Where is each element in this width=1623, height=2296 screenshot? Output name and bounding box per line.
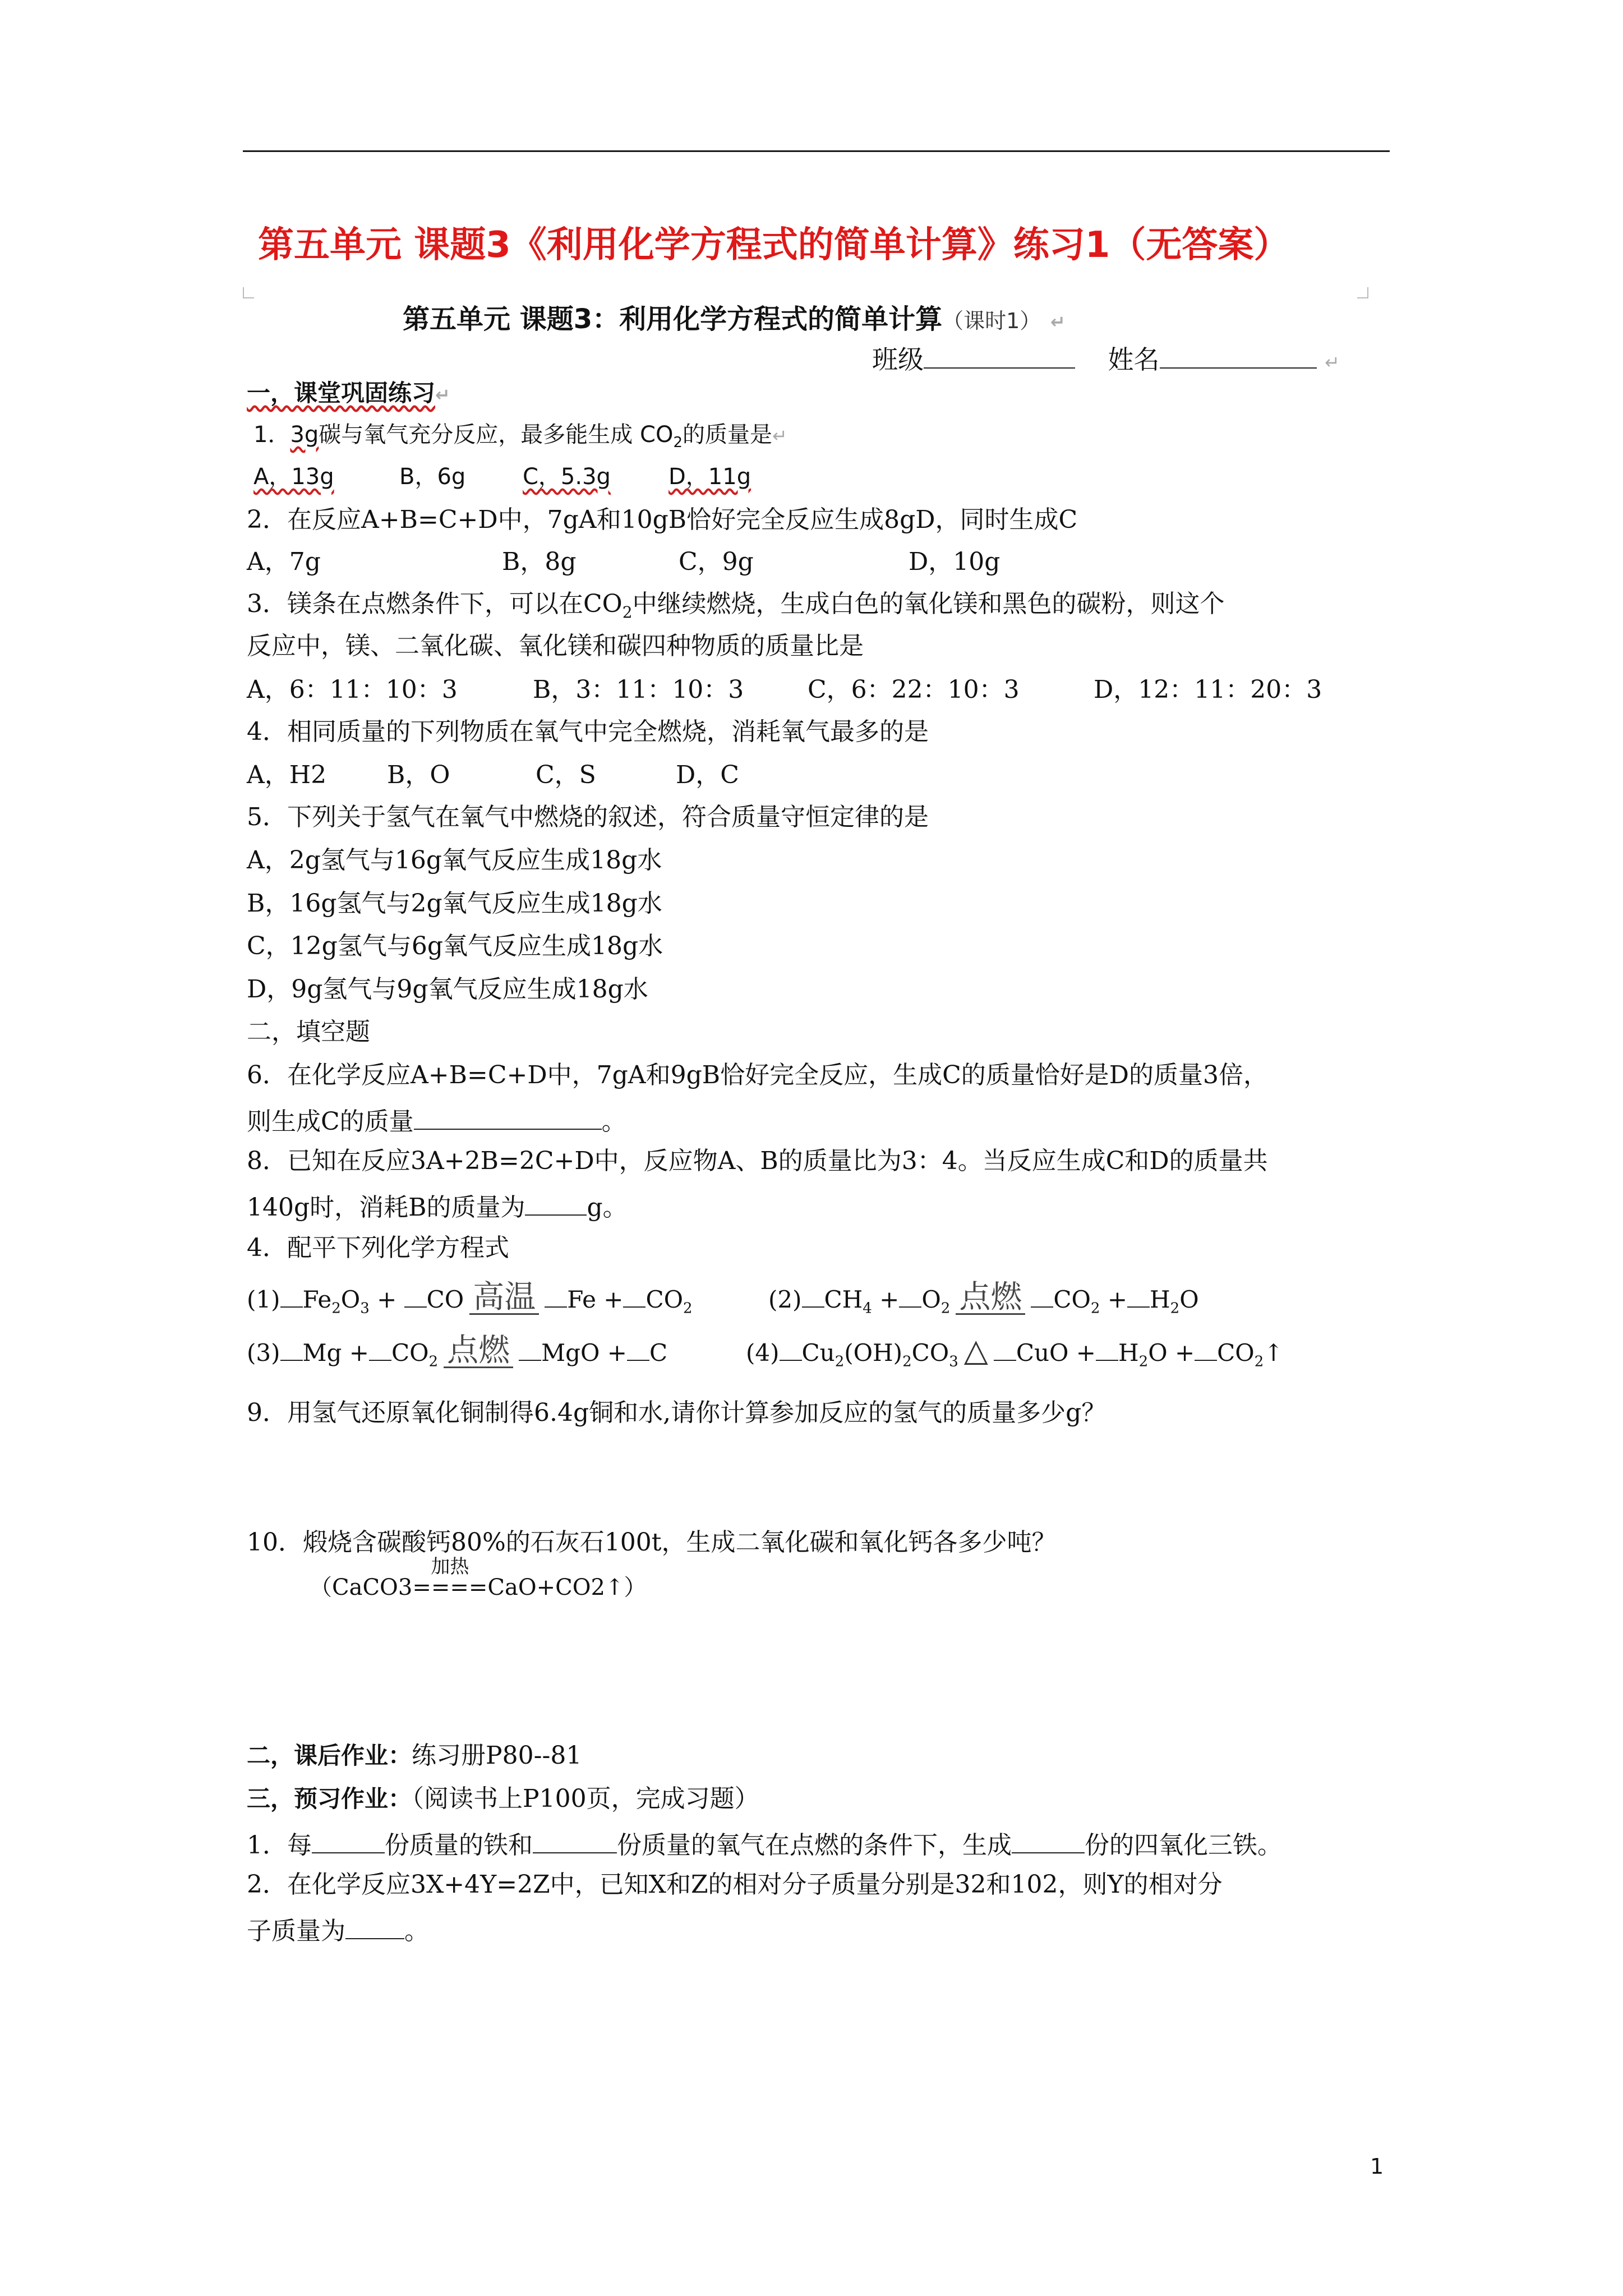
q8-blank[interactable] [525,1192,587,1216]
q5-stem: 5．下列关于氢气在氧气中燃烧的叙述，符合质量守恒定律的是 [247,803,929,831]
q3-stem-line2: 反应中，镁、二氧化碳、氧化镁和碳四种物质的质量比是 [247,632,864,660]
heat-triangle-icon: △ [963,1332,988,1369]
equation-1: (1) $Fe_2O_3$ + CO 高温 $Fe + CO_2$ [247,1279,693,1317]
name-label: 姓名 [1108,344,1160,375]
preview-q1-blank-3[interactable] [1012,1830,1085,1853]
q5-option-a: A，2g氢气与16g氧气反应生成18g水 [247,846,662,875]
q6-stem-line2: 则生成C的质量 。 [247,1107,626,1136]
q2-option-b: B，8g [502,547,577,576]
name-blank[interactable] [1160,345,1317,369]
q9-stem: 9．用氢气还原氧化铜制得6.4g铜和水,请你计算参加反应的氢气的质量多少g？ [247,1398,1106,1427]
preview-line: 三，预习作业：（阅读书上P100页，完成习题） [247,1784,759,1813]
class-name-row: 班级 姓名 ↵ [872,344,1340,375]
q5-option-c: C，12g氢气与6g氧气反应生成18g水 [247,932,663,960]
q1-option-a: A，13g [253,464,334,490]
q6-blank[interactable] [414,1106,602,1130]
equation-2: (2) $CH_4 + O_2$ 点燃 $CO_2 + H_2O$ [768,1279,1199,1317]
heating-label: 加热 [431,1556,469,1578]
preview-q1-blank-2[interactable] [533,1830,617,1853]
top-rule [243,150,1390,152]
worksheet-title: 第五单元 课题3：利用化学方程式的简单计算（课时1） ↵ [403,303,1066,335]
q2-option-d: D，10g [909,547,1000,576]
q1-stem: 1．3g碳与氧气充分反应，最多能生成 $CO_2$的质量是↵ [253,422,787,451]
section-heading-fill-in: 二，填空题 [247,1018,370,1046]
q2-option-c: C，9g [679,547,754,576]
homework-line: 二，课后作业：练习册P80--81 [247,1741,582,1770]
balance-heading: 4．配平下列化学方程式 [247,1234,509,1262]
q4-option-d: D，C [676,761,739,789]
section-heading-classwork: 一，课堂巩固练习↵ [247,379,450,407]
equation-3: (3) $Mg + CO_2$ 点燃 MgO + C [247,1332,668,1370]
q10-stem: 10．煅烧含碳酸钙80%的石灰石100t，生成二氧化碳和氧化钙各多少吨？ [247,1528,1057,1557]
q3-option-c: C，6：22：10：3 [808,675,1020,704]
q1-option-d: D，11g [668,464,751,490]
q2-option-a: A，7g [247,547,321,576]
preview-q2-blank[interactable] [345,1916,404,1939]
q5-option-d: D，9g氢气与9g氧气反应生成18g水 [247,975,648,1004]
q3-option-d: D，12：11：20：3 [1094,675,1322,704]
q2-stem: 2．在反应A+B=C+D中，7gA和10gB恰好完全反应生成8gD，同时生成C [247,505,1078,534]
preview-q1: 1．每 份质量的铁和 份质量的氧气在点燃的条件下，生成 份的四氧化三铁。 [247,1831,1282,1860]
q4-stem: 4．相同质量的下列物质在氧气中完全燃烧，消耗氧气最多的是 [247,717,929,746]
equation-4: (4) $Cu_2(OH)_2CO_3$ △ CuO + $H_2O$ + $CO_2↑$ [746,1332,1284,1370]
ignite-condition-2: 点燃 [444,1335,513,1368]
high-temp-condition: 高温 [469,1282,539,1315]
preview-q2: 2．在化学反应3X+4Y=2Z中，已知X和Z的相对分子质量分别是32和102，则Y的相对分 [247,1870,1223,1899]
q5-option-b: B，16g氢气与2g氧气反应生成18g水 [247,889,662,918]
corner-mark-right [1357,287,1368,298]
class-label: 班级 [872,344,924,375]
page-title: 第五单元 课题3《利用化学方程式的简单计算》练习1（无答案） [258,224,1290,266]
q1-option-c: C，5.3g [523,464,611,490]
q8-stem: 8．已知在反应3A+2B=2C+D中，反应物A、B的质量比为3：4。当反应生成C和D的质量共 [247,1147,1268,1175]
q8-stem-line2: 140g时，消耗B的质量为 g。 [247,1193,628,1222]
preview-q1-blank-1[interactable] [312,1830,385,1853]
worksheet-title-text: 第五单元 课题3：利用化学方程式的简单计算 [403,303,943,335]
q3-option-b: B，3：11：10：3 [533,675,744,704]
q10-equation: （CaCO3 加热 ====CaO+CO2↑） [310,1556,647,1600]
class-blank[interactable] [924,345,1075,369]
q3-option-a: A，6：11：10：3 [247,675,458,704]
page-number: 1 [1370,2154,1384,2179]
q4-option-a: A，H2 [247,761,327,789]
ignite-condition: 点燃 [956,1282,1025,1315]
q6-stem: 6．在化学反应A+B=C+D中，7gA和9gB恰好完全反应，生成C的质量恰好是D的质量3倍， [247,1061,1269,1089]
q4-option-b: B，O [387,761,450,789]
preview-q2-line2: 子质量为 。 [247,1917,429,1945]
corner-mark-left [243,287,254,298]
q4-option-c: C，S [536,761,596,789]
lesson-note: （课时1） [942,309,1041,333]
q3-stem: 3．镁条在点燃条件下，可以在$CO_2$中继续燃烧，生成白色的氧化镁和黑色的碳粉，则这个 [247,590,1225,622]
q1-option-b: B，6g [399,464,466,490]
